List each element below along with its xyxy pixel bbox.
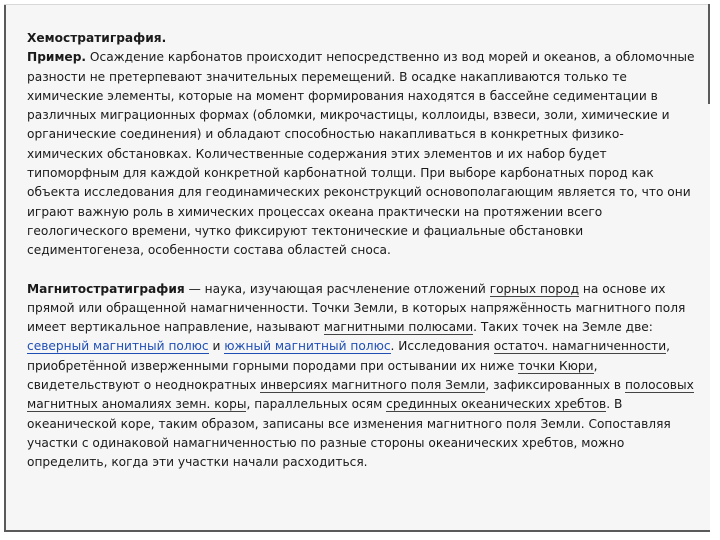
link-mid-ocean-ridges[interactable]: срединных океанических хребтов xyxy=(386,397,607,412)
paragraph-gap xyxy=(27,261,697,280)
magnetostratigraphy-paragraph xyxy=(27,280,697,473)
link-north-magnetic-pole[interactable]: северный магнитный полюс xyxy=(27,339,209,354)
top-rule xyxy=(4,4,710,5)
link-curie-point[interactable]: точки Кюри xyxy=(518,358,594,373)
right-border-segment xyxy=(708,4,710,104)
link-rocks[interactable]: горных пород xyxy=(489,281,580,296)
text-run: , параллельных осям xyxy=(246,397,387,412)
text-run: , приобретённой изверженными горными породами при остывании их ниже xyxy=(27,339,671,373)
example-label: Пример. xyxy=(27,50,87,65)
text-run: на основе их прямой или обращенной намагниченности. Точки Земли, в которых напряжённость магнитного поля имеет вертикальное направление, называют xyxy=(27,281,686,335)
text-run: , зафиксированных в xyxy=(485,378,625,393)
link-magnetic-poles[interactable]: магнитными полюсами xyxy=(323,320,474,335)
link-south-magnetic-pole[interactable]: южный магнитный полюс xyxy=(224,339,391,354)
link-remanent-magnetization[interactable]: остаточ. намагниченности xyxy=(493,339,667,354)
text-run: и xyxy=(208,339,225,354)
chemostratigraphy-heading: Хемостратиграфия. xyxy=(27,31,167,45)
text-run: , свидетельствуют о неоднократных xyxy=(27,358,598,393)
text-run: . Таких точек на Земле две: xyxy=(473,320,653,335)
chemostratigraphy-paragraph xyxy=(27,29,697,261)
link-geomagnetic-reversals[interactable]: инверсиях магнитного поля Земли xyxy=(260,378,486,393)
slide-content xyxy=(27,29,697,473)
link-magnetic-anomalies[interactable]: полосовых магнитных аномалиях земн. коры xyxy=(27,378,694,412)
magnetostratigraphy-term: Магнитостратиграфия xyxy=(27,281,185,296)
chemostratigraphy-text: Осаждение карбонатов происходит непосредственно из вод морей и океанов, а обломочные разности не претерпевают значительных перемещений. В осадке накапливаются только те химические элементы, которые на момент формирования находятся в бассейне седиментации в различных миграционных формах (обломки, микрочастицы, коллоиды, взвеси, золи, химические и органические соединения) и обладают способностью накапливаться в конкретных физико-химических обстановках. Количественные содержания этих элементов и их набор будет типоморфным для каждой конкретной карбонатной толщи. При выборе карбонатных пород как объекта исследования для геодинамических реконструкций основополагающим является то, что они играют важную роль в химических процессах океана практически на протяжении всего геологического времени, чутко фиксируют тектонические и фациальные обстановки седиментогенеза, особенности состава областей сноса. xyxy=(27,50,695,258)
text-run: . В океанической коре, таким образом, записаны все изменения магнитного поля Земли. Сопоставляя участки с одинаковой намагниченностью по разные стороны океанических хребтов, можно определить, когда эти участки начали расходиться. xyxy=(27,397,671,470)
text-run: — наука, изучающая расчленение отложений xyxy=(184,281,490,296)
text-run: . Исследования xyxy=(390,339,494,354)
